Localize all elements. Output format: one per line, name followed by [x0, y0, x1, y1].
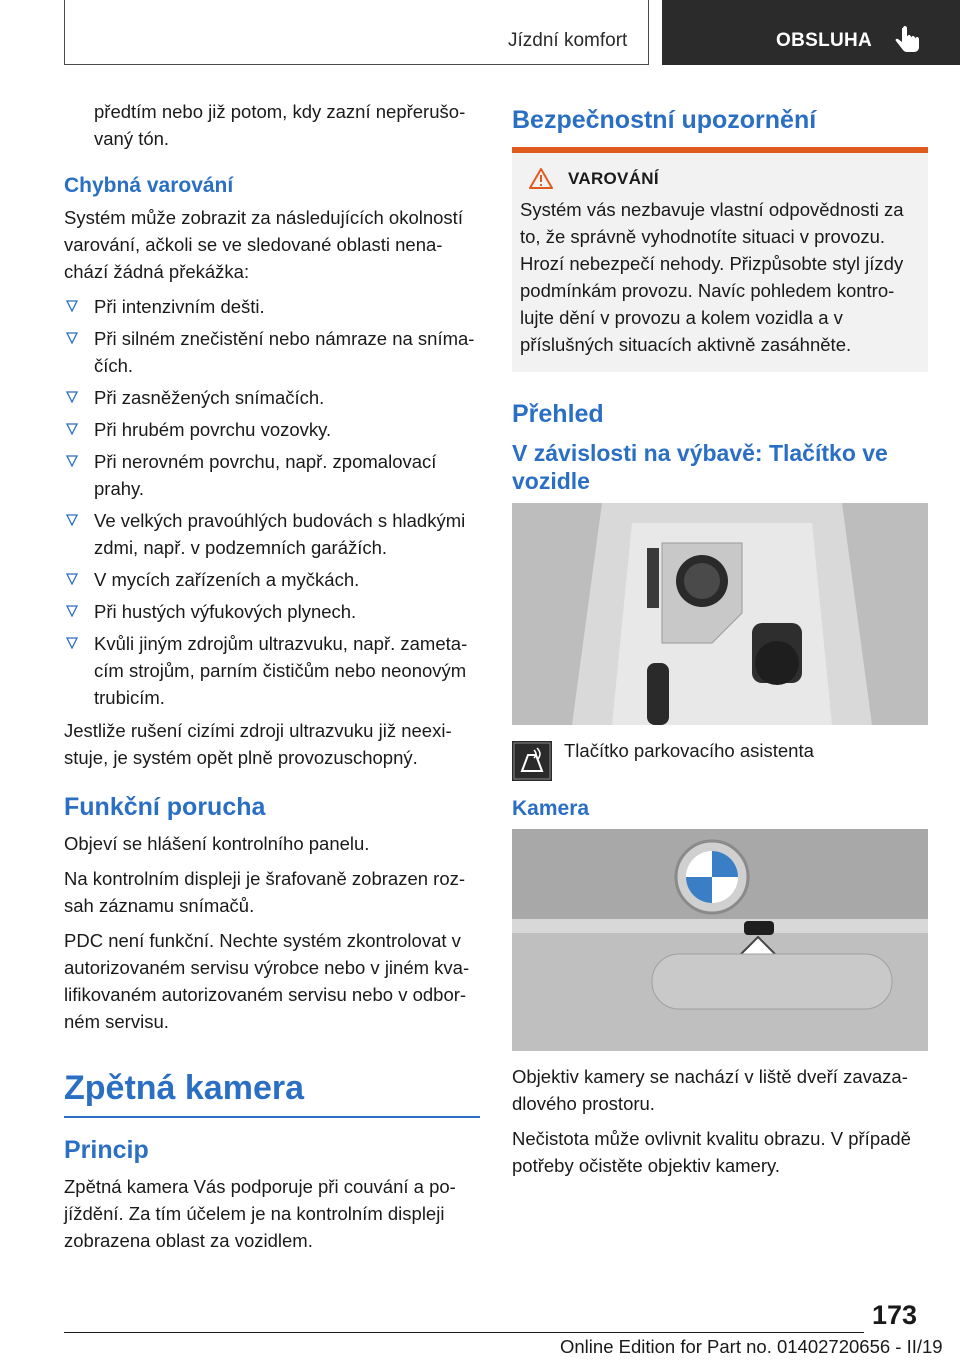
- triangle-bullet-icon: [66, 391, 78, 403]
- page-number: 173: [872, 1300, 918, 1330]
- camera-text-2: Nečistota může ovlivnit kvalitu obrazu. V případě potřeby očistěte objektiv kamery.: [512, 1128, 911, 1176]
- warning-text: Systém vás nezbavuje vlastní odpovědnosti za to, že správně vyhodnotíte situaci v provozu. Hrozí nebezpečí nehody. Přizpůsobte styl jízdy podmínkám provozu. Navíc pohledem kontrolujte dění v provozu a kolem vozidla a v příslušných situacích aktivně zasáhněte.: [520, 199, 904, 355]
- triangle-bullet-icon: [66, 514, 78, 526]
- footer-rule: [64, 1332, 864, 1333]
- safety-heading: Bezpečnostní upozornění: [512, 106, 817, 134]
- malfunction-text-1: Objeví se hlášení kontrolního panelu.: [64, 833, 370, 854]
- camera-heading: Kamera: [512, 797, 590, 820]
- false-warnings-text: Systém může zobrazit za následujících okolností varování, ačkoli se ve sledované oblasti nenachází žádná překážka:: [64, 207, 463, 282]
- left-column: [64, 98, 480, 1262]
- list-item: Při zasněžených snímačích.: [64, 384, 480, 411]
- button-caption: Tlačítko parkovacího asistenta: [564, 740, 814, 761]
- triangle-bullet-icon: [66, 573, 78, 585]
- false-warnings-heading: Chybná varování: [64, 174, 234, 197]
- malfunction-text-2: Na kontrolním displeji je šrafovaně zobrazen rozsah záznamu snímačů.: [64, 868, 466, 916]
- rear-camera-image: [512, 829, 928, 1051]
- false-warnings-list: [64, 293, 480, 711]
- right-column: [512, 98, 928, 1187]
- list-item: Při hustých výfukových plynech.: [64, 598, 480, 625]
- principle-heading: Princip: [64, 1135, 149, 1164]
- center-console-image: [512, 503, 928, 725]
- list-item: Při silném znečistění nebo námraze na snímačích.: [64, 325, 480, 379]
- parking-assistant-button-icon: [512, 741, 552, 781]
- header-section-title: Jízdní komfort: [508, 30, 628, 51]
- triangle-bullet-icon: [66, 423, 78, 435]
- overview-heading: Přehled: [512, 400, 604, 428]
- warning-label: VAROVÁNÍ: [568, 168, 659, 188]
- principle-text: Zpětná kamera Vás podporuje při couvání a pojíždění. Za tím účelem je na kontrolním displeji zobrazena oblast za vozidlem.: [64, 1175, 456, 1251]
- hand-pointer-icon: [895, 26, 921, 54]
- list-item: V mycích zařízeních a myčkách.: [64, 566, 480, 593]
- false-warnings-outro: Jestliže rušení cizími zdroji ultrazvuku již neexistuje, je systém opět plně provozuschopný.: [64, 720, 452, 768]
- warning-triangle-icon: [528, 167, 554, 190]
- warning-box: [512, 153, 928, 372]
- list-item: Ve velkých pravoúhlých budovách s hladkými zdmi, např. v podzemních garážích.: [64, 507, 480, 561]
- list-item: Při intenzivním dešti.: [64, 293, 480, 320]
- triangle-bullet-icon: [66, 300, 78, 312]
- malfunction-heading: Funkční porucha: [64, 793, 266, 821]
- intro-text: předtím nebo již potom, kdy zazní nepřerušovaný tón.: [94, 101, 466, 149]
- triangle-bullet-icon: [66, 332, 78, 344]
- header-chapter-title: OBSLUHA: [776, 30, 873, 51]
- heading-rule: [64, 1116, 480, 1118]
- list-item: Kvůli jiným zdrojům ultrazvuku, např. zametacím strojům, parním čističům nebo neonovým trubicím.: [64, 630, 480, 711]
- list-item: Při hrubém povrchu vozovky.: [64, 416, 480, 443]
- camera-text-1: Objektiv kamery se nachází v liště dveří zavazadlového prostoru.: [512, 1066, 908, 1114]
- triangle-bullet-icon: [66, 637, 78, 649]
- footer-edition: Online Edition for Part no. 01402720656 - II/19: [560, 1336, 943, 1357]
- malfunction-text-3: PDC není funkční. Nechte systém zkontrolovat v autorizovaném servisu výrobce nebo v jiném kvalifikovaném autorizovaném servisu nebo v odborném servisu.: [64, 930, 470, 1032]
- rear-camera-heading: Zpětná kamera: [64, 1069, 304, 1107]
- equipment-heading: V závislosti na výbavě: Tlačítko ve vozidle: [512, 440, 888, 494]
- triangle-bullet-icon: [66, 605, 78, 617]
- triangle-bullet-icon: [66, 455, 78, 467]
- list-item: Při nerovném povrchu, např. zpomalovací prahy.: [64, 448, 480, 502]
